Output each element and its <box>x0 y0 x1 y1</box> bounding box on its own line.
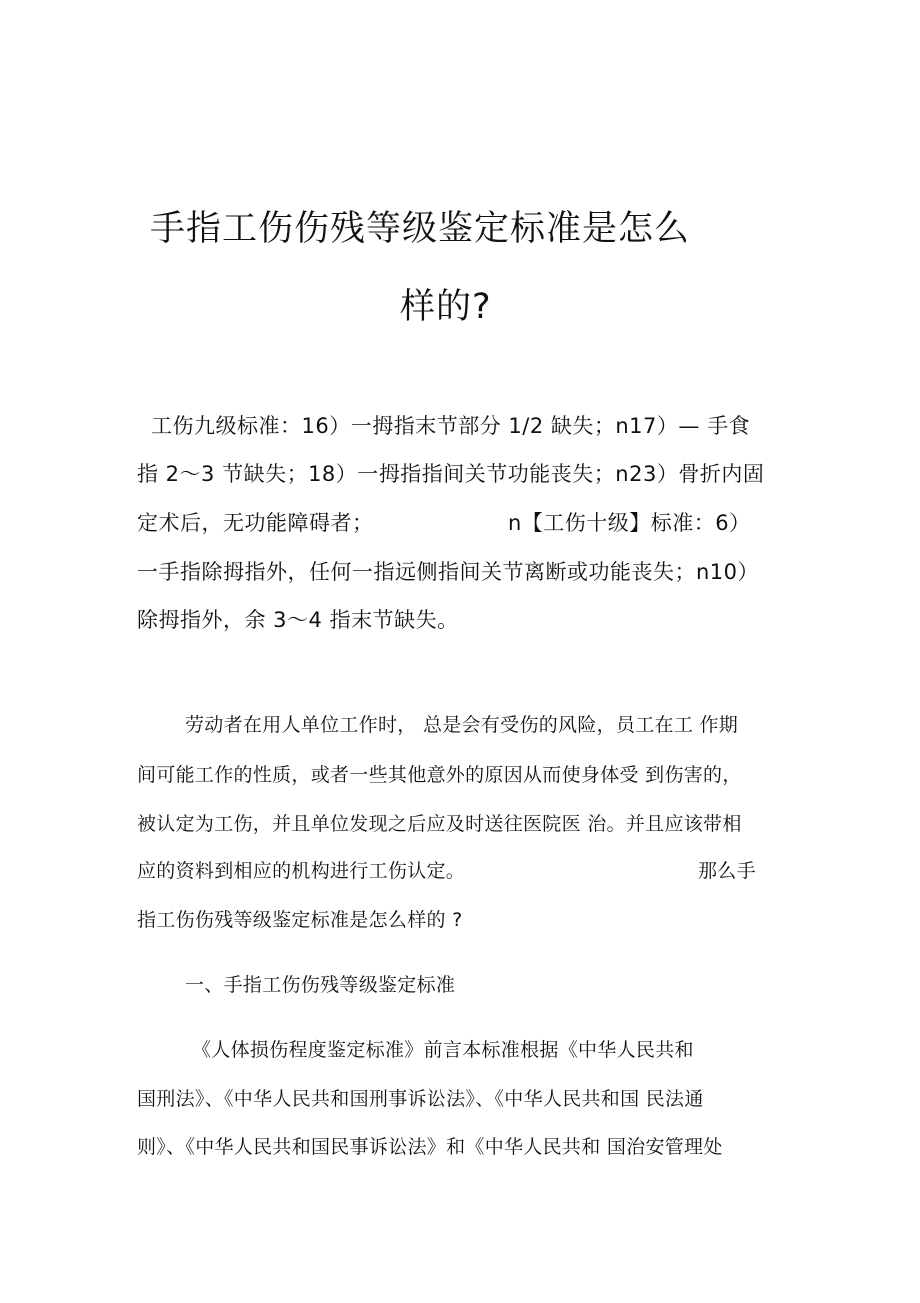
standards-line-3a: 定术后，无功能障碍者； <box>137 511 374 535</box>
intro-line-4b: 那么手 <box>698 860 756 882</box>
standards-line-2: 指 2～3 节缺失；18）一拇指指间关节功能丧失；n23）骨折内固 <box>137 462 765 486</box>
standards-line-3b: n【工伤十级】标准：6） <box>508 511 751 535</box>
law-line-1: 《人体损伤程度鉴定标准》前言本标准根据《中华人民共和 <box>192 1039 694 1061</box>
law-line-2: 国刑法》、《中华人民共和国刑事诉讼法》、《中华人民共和国 民法通 <box>137 1088 704 1110</box>
intro-line-4a: 应的资料到相应的机构进行工伤认定。 <box>137 860 466 882</box>
standards-line-1: 工伤九级标准：16）一拇指末节部分 1/2 缺失；n17）— 手食 <box>151 414 751 438</box>
title-line-2: 样的? <box>400 287 492 327</box>
intro-line-5: 指工伤伤残等级鉴定标准是怎么样的 ? <box>137 909 463 931</box>
heading-1: 一、手指工伤伤残等级鉴定标准 <box>185 974 456 996</box>
standards-line-5: 除拇指外，余 3～4 指末节缺失。 <box>137 608 459 632</box>
title-line-1: 手指工伤伤残等级鉴定标准是怎么 <box>150 209 691 249</box>
standards-line-4: 一手指除拇指外，任何一指远侧指间关节离断或功能丧失；n10） <box>137 560 760 584</box>
intro-line-1: 劳动者在用人单位工作时， 总是会有受伤的风险，员工在工 作期 <box>185 714 739 736</box>
law-line-3: 则》、《中华人民共和国民事诉讼法》和《中华人民共和 国治安管理处 <box>137 1136 723 1158</box>
intro-line-2: 间可能工作的性质，或者一些其他意外的原因从而使身体受 到伤害的， <box>137 764 742 786</box>
intro-line-3: 被认定为工伤，并且单位发现之后应及时送往医院医 治。并且应该带相 <box>137 813 742 835</box>
